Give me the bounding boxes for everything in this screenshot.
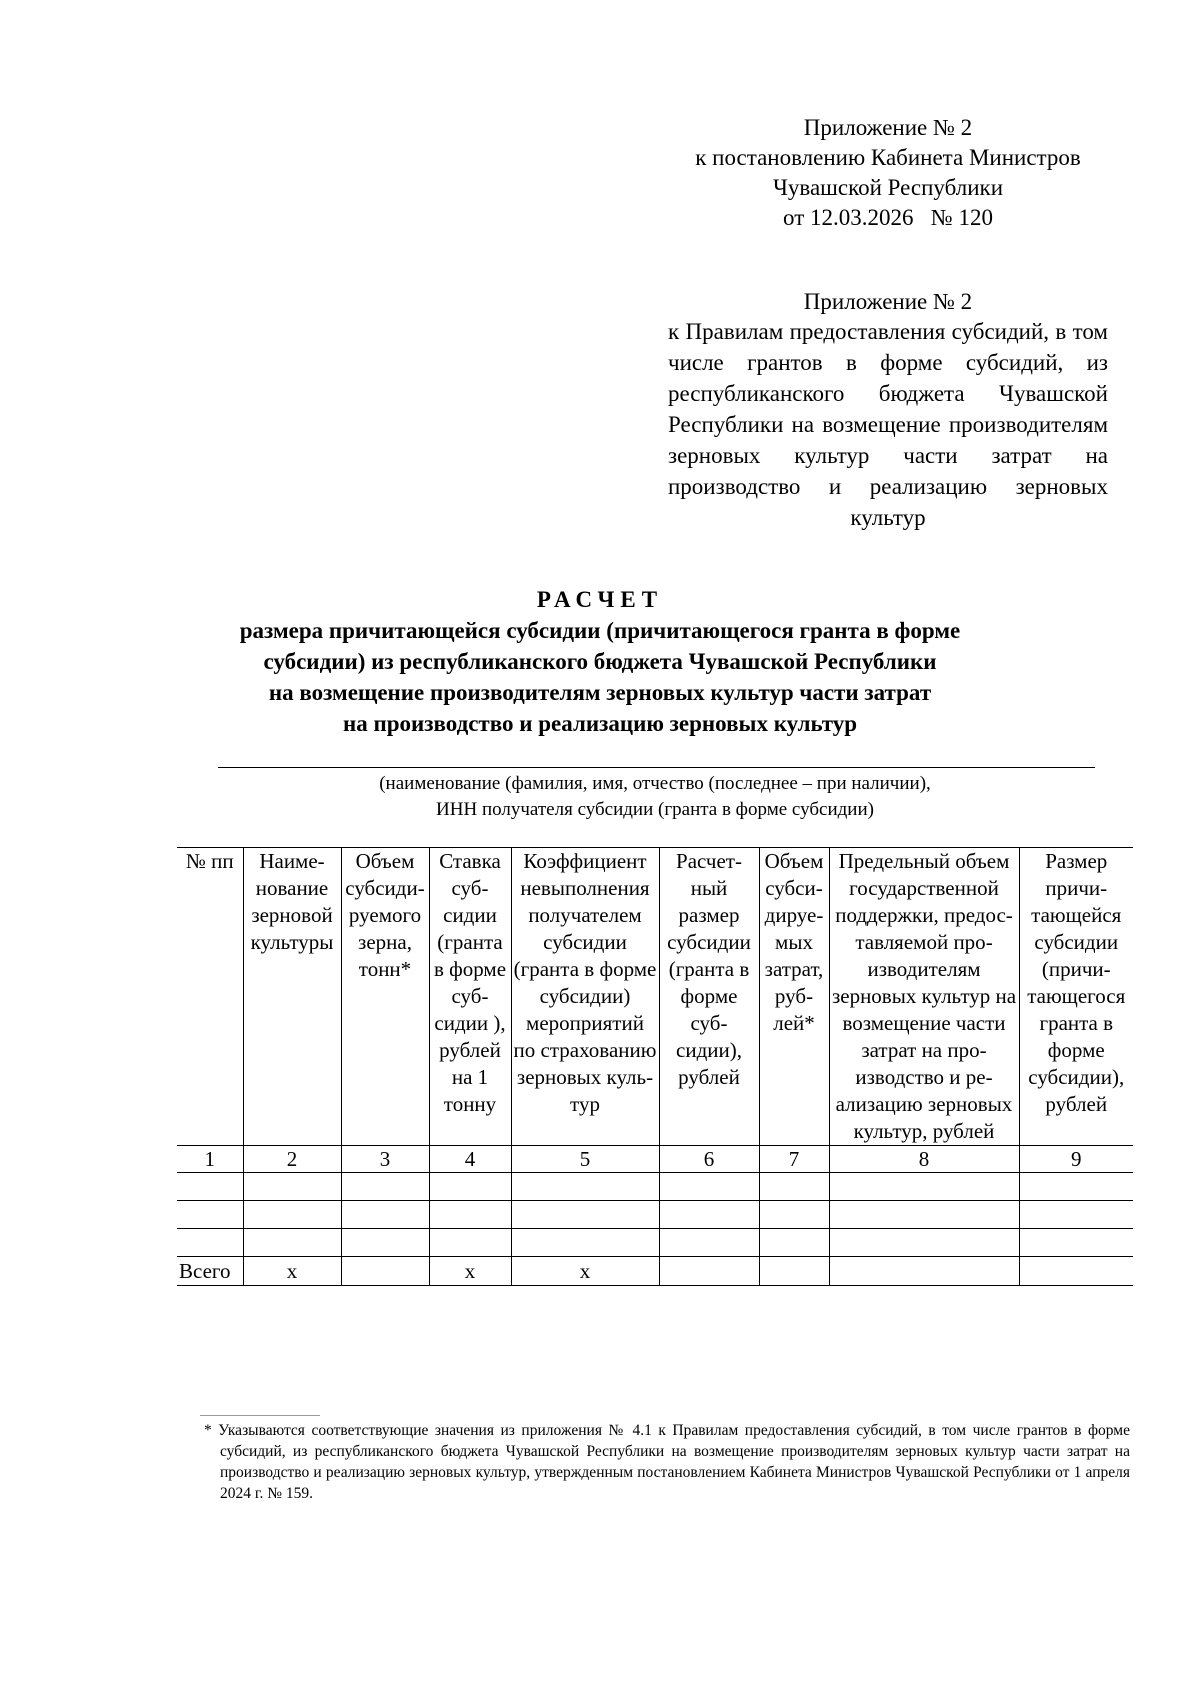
header-cell-support-limit: Предельный объем государственной поддержки, предоставляемой производителям зерновых культур на возмещение части затрат на производство и реализацию зерновых культур, рублей [829,848,1019,1146]
calculation-table [177,847,1133,1286]
column-number: 7 [759,1146,829,1173]
table-cell [829,1201,1019,1229]
table-cell [759,1201,829,1229]
document-title-line: на возмещение производителям зерновых культур части затрат [268,680,932,705]
table-cell [243,1173,341,1201]
table-cell [659,1201,759,1229]
table-cell [429,1201,511,1229]
table-cell [243,1229,341,1257]
table-cell [1019,1229,1133,1257]
recipient-caption [200,771,1110,823]
recipient-name-field-line [218,767,1095,768]
document-title [180,584,1020,739]
column-number-row [177,1146,1133,1173]
table-header-row [177,848,1133,1146]
header-cell-subsidy-rate: Ставка субсидии (гранта в форме субсидии ), рублей на 1 тонну [429,848,511,1146]
header-cell-calculated-amount: Расчетный размер субсидии (гранта в форме субсидии), рублей [659,848,759,1146]
appendix-header-line: к постановлению Кабинета Министров [695,145,1081,170]
column-number: 9 [1019,1146,1133,1173]
total-cell [659,1257,759,1286]
total-cell [1019,1257,1133,1286]
total-cell: х [243,1257,341,1286]
column-number: 4 [429,1146,511,1173]
table-cell [341,1173,429,1201]
column-number: 3 [341,1146,429,1173]
table-cell [829,1229,1019,1257]
table-cell [511,1229,659,1257]
column-number: 1 [177,1146,243,1173]
table-row [177,1201,1133,1229]
table-cell [341,1201,429,1229]
table-cell [759,1173,829,1201]
column-number: 5 [511,1146,659,1173]
table-cell [1019,1201,1133,1229]
header-cell-number: № пп [177,848,243,1146]
table-cell [1019,1173,1133,1201]
appendix-header [668,113,1108,233]
footnote-separator [200,1415,320,1416]
appendix-header-line: от 12.03.2026 № 120 [783,205,993,230]
header-cell-grain-volume: Объем субсидируемого зерна, тонн* [341,848,429,1146]
total-cell [829,1257,1019,1286]
rules-appendix-title: Приложение № 2 [803,289,973,314]
total-cell [341,1257,429,1286]
rules-appendix-body: к Правилам предоставления субсидий, в том числе грантов в форме субсидий, из республиканского бюджета Чувашской Республики на возмещение производителям зерновых культур части затрат на производство и реализацию зерновых культур [668,319,1108,530]
column-number: 6 [659,1146,759,1173]
header-cell-costs-volume: Объем субсидируемых затрат, рублей* [759,848,829,1146]
document-title-word: РАСЧЕТ [536,587,664,612]
column-number: 8 [829,1146,1019,1173]
document-title-line: субсидии) из республиканского бюджета Чувашской Республики [263,649,937,674]
table-row [177,1173,1133,1201]
document-title-line: на производство и реализацию зерновых культур [342,711,858,736]
table-cell [829,1173,1019,1201]
header-cell-coefficient: Коэффициент невыполнения получателем субсидии (гранта в форме субсидии) мероприятий по страхованию зерновых культур [511,848,659,1146]
header-cell-due-amount: Размер причитающейся субсидии (причитающегося гранта в форме субсидии), рублей [1019,848,1133,1146]
table-cell [177,1201,243,1229]
total-cell: х [429,1257,511,1286]
table-cell [177,1229,243,1257]
table-cell [429,1173,511,1201]
total-cell [759,1257,829,1286]
recipient-caption-line: ИНН получателя субсидии (гранта в форме субсидии) [436,799,874,820]
table-cell [511,1201,659,1229]
recipient-caption-line: (наименование (фамилия, имя, отчество (последнее – при наличии), [379,773,931,794]
table-cell [511,1173,659,1201]
table-cell [177,1173,243,1201]
header-cell-crop-name: Наименование зерновой культуры [243,848,341,1146]
table-cell [759,1229,829,1257]
table-cell [659,1229,759,1257]
appendix-header-line: Приложение № 2 [803,115,973,140]
appendix-header-line: Чувашской Республики [772,175,1004,200]
table-row [177,1229,1133,1257]
table-cell [341,1229,429,1257]
column-number: 2 [243,1146,341,1173]
footnote: * Указываются соответствующие значения из приложения № 4.1 к Правилам предоставления субсидий, в том числе грантов в форме субсидий, из республиканского бюджета Чувашской Республики на возмещение производителям зерновых культур части затрат на производство и реализацию зерновых культур, утвержденным постановлением Кабинета Министров Чувашской Республики от 1 апреля 2024 г. № 159. [204,1422,1130,1502]
table-cell [659,1173,759,1201]
document-title-line: размера причитающейся субсидии (причитающегося гранта в форме [239,618,961,643]
table-cell [243,1201,341,1229]
table-cell [429,1229,511,1257]
total-row [177,1257,1133,1286]
total-label: Всего [177,1257,243,1286]
total-cell: х [511,1257,659,1286]
